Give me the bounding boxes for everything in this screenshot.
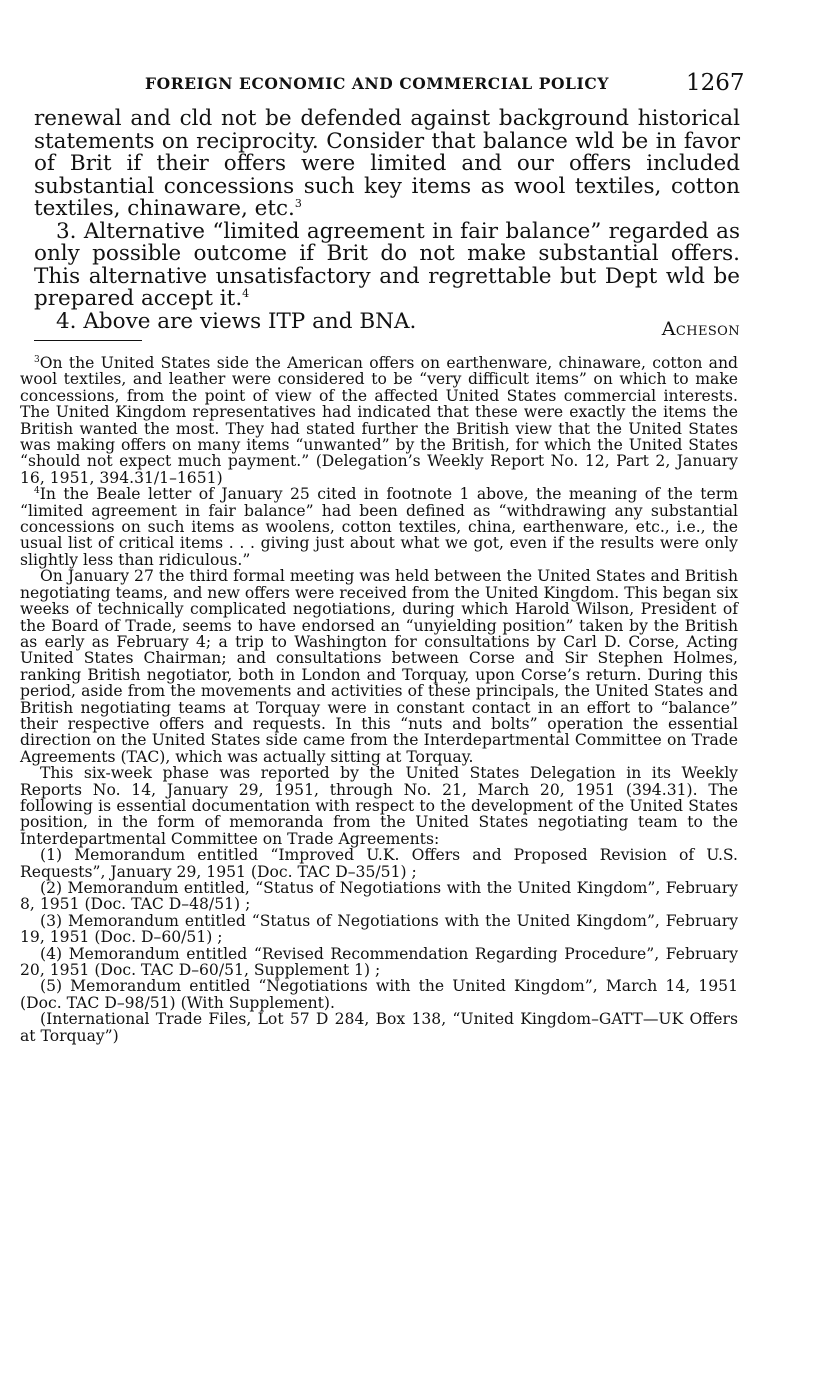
body-paragraph-1: renewal and cld not be defended against background historical statements on reciprocity. Consider that balance wld be in favor of Brit if their offers were limited and our offers included substantial concessions such key items as wool textiles, cotton textiles, chinaware, etc.$^3$ [34, 106, 740, 221]
memorandum-list-item: (4) Memorandum entitled “Revised Recommendation Regarding Procedure”, February 20, 1951 (Doc. TAC D–60/51, Supplement 1) ; [20, 944, 738, 980]
footnote-divider [34, 340, 142, 341]
editorial-note-paragraph: This six-week phase was reported by the United States Delegation in its Weekly Reports No. 14, January 29, 1951, through No. 21, March 20, 1951 (394.31). The following is essential documentation with respect to the development of the United States position, in the form of memoranda from the United States negotiating team to the Interdepartmental Committee on Trade Agreements: [20, 764, 738, 848]
running-head: FOREIGN ECONOMIC AND COMMERCIAL POLICY [145, 74, 610, 93]
body-paragraph-2: 3. Alternative “limited agreement in fair balance” regarded as only possible outcome if Brit do not make substantial offers. This alternative unsatisfactory and regrettable but Dept wld be prepared accept it.$^4$ [34, 218, 740, 311]
footnote-ref-3[interactable]: 3 [294, 197, 302, 210]
body-text [34, 108, 740, 333]
footnote-mark: 3 [34, 355, 40, 365]
memorandum-list-item: (2) Memorandum entitled, “Status of Negotiations with the United Kingdom”, February 8, 1951 (Doc. TAC D–48/51) ; [20, 879, 738, 914]
footnote-ref-4[interactable]: 4 [242, 287, 250, 300]
footnote-3: $^3$On the United States side the American offers on earthenware, chinaware, cotton and wool textiles, and leather were considered to be “very difficult items” on which to make concessions, from the point of view of the affected United States commercial interests. The United Kingdom representatives had indicated that these were exactly the items the British wanted the most. They had stated further the British view that the United States was making offers on many items “unwanted” by the British, for which the United States “should not expect much payment.” (Delegation’s Weekly Report No. 12, Part 2, January 16, 1951, 394.31/1–1651) [20, 354, 738, 487]
footnote-mark: 4 [34, 486, 40, 497]
footnotes-section [20, 355, 738, 1044]
page-header [0, 70, 838, 100]
editorial-note-paragraph: On January 27 the third formal meeting was held between the United States and British negotiating teams, and new offers were received from the United Kingdom. This began six weeks of technically complicated negotiations, during which Harold Wilson, President of the Board of Trade, seems to have endorsed an “unyielding position” taken by the British as early as February 4; a trip to Washington for consultations by Carl D. Corse, Acting United States Chairman; and consultations between Corse and Sir Stephen Holmes, ranking British negotiator, both in London and Torquay, upon Corse’s return. During this period, aside from the movements and activities of these principals, the United States and British negotiating teams at Torquay were in constant contact in an effort to “balance” their respective offers and requests. In this “nuts and bolts” operation the essential direction on the United States side came from the Interdepartmental Committee on Trade Agreements (TAC), which was actually sitting at Torquay. [20, 567, 738, 766]
memorandum-list-item: (5) Memorandum entitled “Negotiations with the United Kingdom”, March 14, 1951 (Doc. TAC D–98/51) (With Supplement). [20, 977, 738, 1012]
footnote-4: $^4$In the Beale letter of January 25 cited in footnote 1 above, the meaning of the term “limited agreement in fair balance” had been defined as “withdrawing any substantial concessions on such items as woolens, cotton textiles, china, earthenware, etc., i.e., the usual list of critical items . . . giving just about what we got, even if the results were only slightly less than ridiculous.” [20, 485, 738, 569]
source-citation: (International Trade Files, Lot 57 D 284, Box 138, “United Kingdom–GATT—UK Offers at Torquay”) [20, 1010, 738, 1045]
body-paragraph-3: 4. Above are views ITP and BNA. [56, 308, 417, 334]
memorandum-list-item: (1) Memorandum entitled “Improved U.K. Offers and Proposed Revision of U.S. Requests”, January 29, 1951 (Doc. TAC D–35/51) ; [20, 846, 738, 881]
page-number: 1267 [686, 70, 745, 96]
memorandum-list-item: (3) Memorandum entitled “Status of Negotiations with the United Kingdom”, February 19, 1951 (Doc. D–60/51) ; [20, 911, 738, 947]
signature: Acheson [661, 318, 740, 340]
